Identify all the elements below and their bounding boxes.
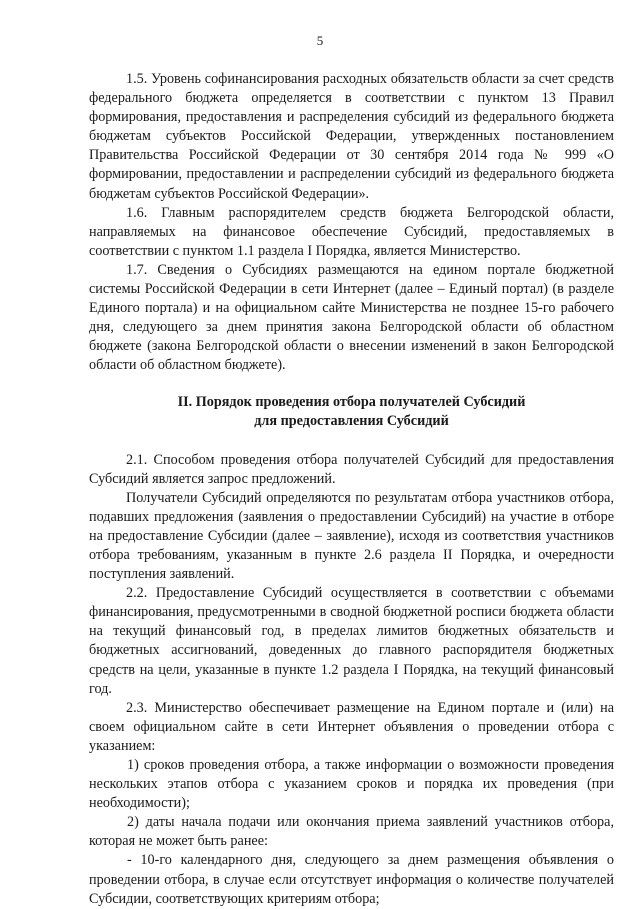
- page-number: 5: [316, 33, 324, 48]
- list-item-2: 2) даты начала подачи или окончания приема заявлений участников отбора, которая не может быть ранее:: [89, 814, 614, 850]
- list-item-dash: - 10-го календарного дня, следующего за днем размещения объявления о проведении отбора, в случае если отсутствует информация о количестве получателей Субсидии, соответствующих критериям отбора;: [89, 852, 614, 907]
- paragraph-1-7: 1.7. Сведения о Субсидиях размещаются на едином портале бюджетной системы Российской Федерации в сети Интернет (далее – Единый портал) (в разделе Единого портала) и на официальном сайте Министерства не позднее 15-го рабочего дня, следующего за днем принятия закона Белгородской области об областном бюджете (закона Белгородской области о внесении изменений в закон Белгородской области об областном бюджете).: [89, 261, 614, 374]
- paragraph-2-2: 2.2. Предоставление Субсидий осуществляется в соответствии с объемами финансирования, предусмотренными в сводной бюджетной росписи бюджета области на текущий финансовый год, в пределах лимитов бюджетных обязательств и бюджетных ассигнований, доведенных до главного распорядителя бюджетных средств на цели, указанные в пункте 1.2 раздела I Порядка, на текущий финансовый год.: [89, 585, 614, 697]
- paragraph-2-1: 2.1. Способом проведения отбора получателей Субсидий для предоставления Субсидий является запрос предложений.: [89, 451, 614, 487]
- document-body: [89, 70, 614, 909]
- section-heading-line-1: II. Порядок проведения отбора получателей Субсидий: [177, 393, 526, 410]
- section-heading: [89, 393, 614, 431]
- paragraph-1-5: 1.5. Уровень софинансирования расходных обязательств области за счет средств федерального бюджета определяется в соответствии с пунктом 13 Правил формирования, предоставления и распределения субсидий из федерального бюджета бюджетам субъектов Российской Федерации, утвержденных постановлением Правительства Российской Федерации от 30 сентября 2014 года № 999 «О формировании, предоставлении и распределении субсидий из федерального бюджета бюджетам субъектов Российской Федерации».: [89, 71, 614, 202]
- paragraph-recipients: Получатели Субсидий определяются по результатам отбора участников отбора, подавших предложения (заявления о предоставлении Субсидий) на участие в отборе на предоставление Субсидии (далее – заявление), исходя из соответствия участников отбора требованиям, указанным в пункте 2.6 раздела II Порядка, и очередности поступления заявлений.: [89, 489, 614, 583]
- paragraph-2-3: 2.3. Министерство обеспечивает размещение на Едином портале и (или) на своем официальном сайте в сети Интернет объявления о проведении отбора с указанием:: [89, 699, 614, 754]
- section-heading-line-2: для предоставления Субсидий: [254, 412, 449, 429]
- list-item-1: 1) сроков проведения отбора, а также информации о возможности проведения нескольких этапов отбора с указанием сроков и порядка их проведения (при необходимости);: [89, 757, 614, 812]
- paragraph-1-6: 1.6. Главным распорядителем средств бюджета Белгородской области, направляемых на финансовое обеспечение Субсидий, предоставляемых в соответствии с пунктом 1.1 раздела I Порядка, является Министерство.: [89, 204, 614, 259]
